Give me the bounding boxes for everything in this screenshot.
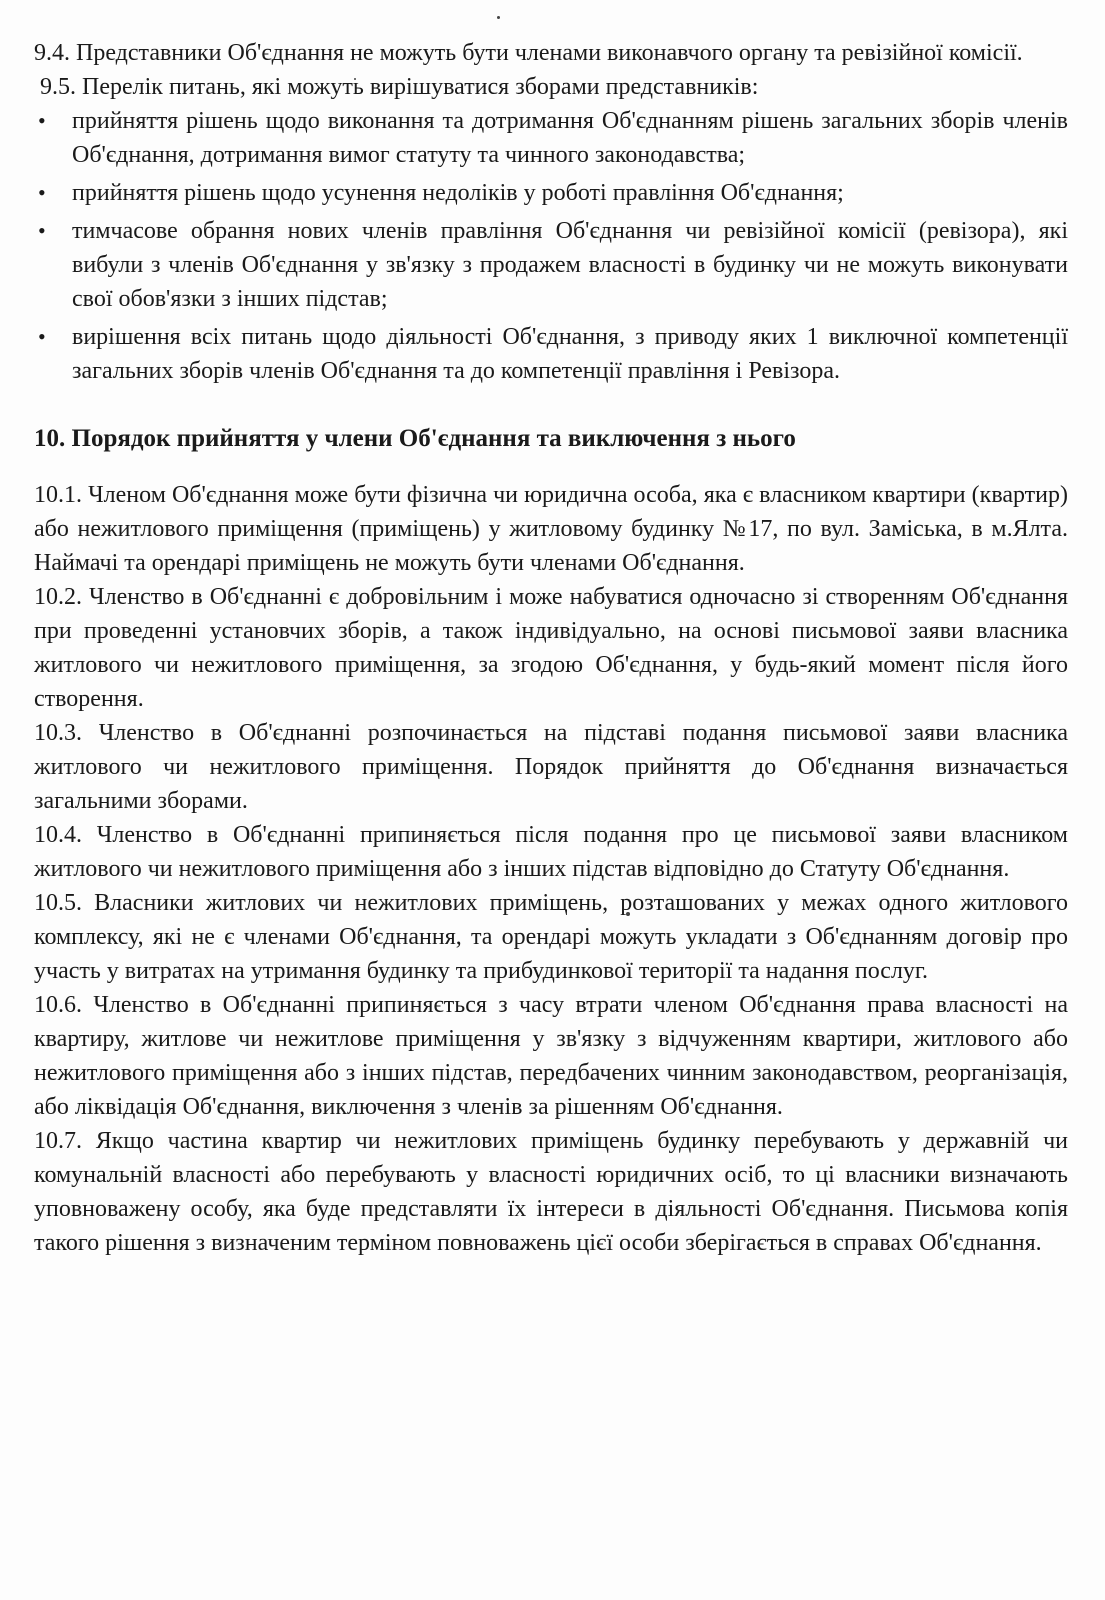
document-body	[34, 36, 1068, 1260]
list-item-text: тимчасове обрання нових членів правління Об'єднання чи ревізійної комісії (ревізора), які вибули з членів Об'єднання у зв'язку з продажем власності в будинку чи не можуть виконувати свої обов'язки з інших підстав;	[72, 218, 1068, 312]
paragraph-10-7: 10.7. Якщо частина квартир чи нежитлових приміщень будинку перебувають у державній чи комунальній власності або перебувають у власності юридичних осіб, то ці власники визначають уповноважену особу, яка буде представляти їх інтереси в діяльності Об'єднання. Письмова копія такого рішення з визначеним терміном повноважень цієї особи зберігається в справах Об'єднання.	[34, 1128, 1068, 1256]
bullet-list	[34, 104, 1068, 388]
list-item-text: прийняття рішень щодо виконання та дотримання Об'єднанням рішень загальних зборів членів Об'єднання, дотримання вимог статуту та чинного законодавства;	[72, 108, 1068, 168]
list-item-text: вирішення всіх питань щодо діяльності Об'єднання, з приводу яких 1 виключної компетенції загальних зборів членів Об'єднання та до компетенції правління і Ревізора.	[72, 324, 1068, 384]
paragraph-10-1: 10.1. Членом Об'єднання може бути фізична чи юридична особа, яка є власником квартири (квартир) або нежитлового приміщення (приміщень) у житловому будинку №17, по вул. Заміська, в м.Ялта. Наймачі та орендарі приміщень не можуть бути членами Об'єднання.	[34, 482, 1068, 576]
paragraph-10-3: 10.3. Членство в Об'єднанні розпочинається на підставі подання письмової заяви власника житлового чи нежитлового приміщення. Порядок прийняття до Об'єднання визначається загальними зборами.	[34, 720, 1068, 814]
list-item-text: прийняття рішень щодо усунення недоліків у роботі правління Об'єднання;	[72, 180, 844, 206]
paragraph-9-5: 9.5. Перелік питань, які можуть вирішуватися зборами представників:	[40, 74, 759, 100]
scan-speck	[497, 16, 500, 19]
paragraph-10-6: 10.6. Членство в Об'єднанні припиняється з часу втрати членом Об'єднання права власності на квартиру, житлове чи нежитлове приміщення у зв'язку з відчуженням квартири, житлового або нежитлового приміщення або з інших підстав, передбачених чинним законодавством, реорганізація, або ліквідація Об'єднання, виключення з членів за рішенням Об'єднання.	[34, 992, 1068, 1120]
list-item	[34, 176, 1068, 210]
section-heading: 10. Порядок прийняття у члени Об'єднання та виключення з нього	[34, 425, 796, 452]
list-item	[34, 214, 1068, 316]
bullet-icon: •	[38, 108, 46, 133]
paragraph-10-5: 10.5. Власники житлових чи нежитлових приміщень, розташованих у межах одного житлового комплексу, які не є членами Об'єднання, та орендарі можуть укладати з Об'єднанням договір про участь у витратах на утримання будинку та прибудинкової території та надання послуг.	[34, 890, 1068, 984]
list-item	[34, 104, 1068, 172]
list-item	[34, 320, 1068, 388]
bullet-icon: •	[38, 324, 46, 349]
bullet-icon: •	[38, 218, 46, 243]
paragraph-9-4: 9.4. Представники Об'єднання не можуть бути членами виконавчого органу та ревізійної комісії.	[34, 40, 1023, 66]
bullet-icon: •	[38, 180, 46, 205]
paragraph-10-2: 10.2. Членство в Об'єднанні є добровільним і може набуватися одночасно зі створенням Об'єднання при проведенні установчих зборів, а також індивідуально, на основі письмової заяви власника житлового чи нежитлового приміщення, за згодою Об'єднання, у будь-який момент після його створення.	[34, 584, 1068, 712]
paragraph-10-4: 10.4. Членство в Об'єднанні припиняється після подання про це письмової заяви власником житлового чи нежитлового приміщення або з інших підстав відповідно до Статуту Об'єднання.	[34, 822, 1068, 882]
